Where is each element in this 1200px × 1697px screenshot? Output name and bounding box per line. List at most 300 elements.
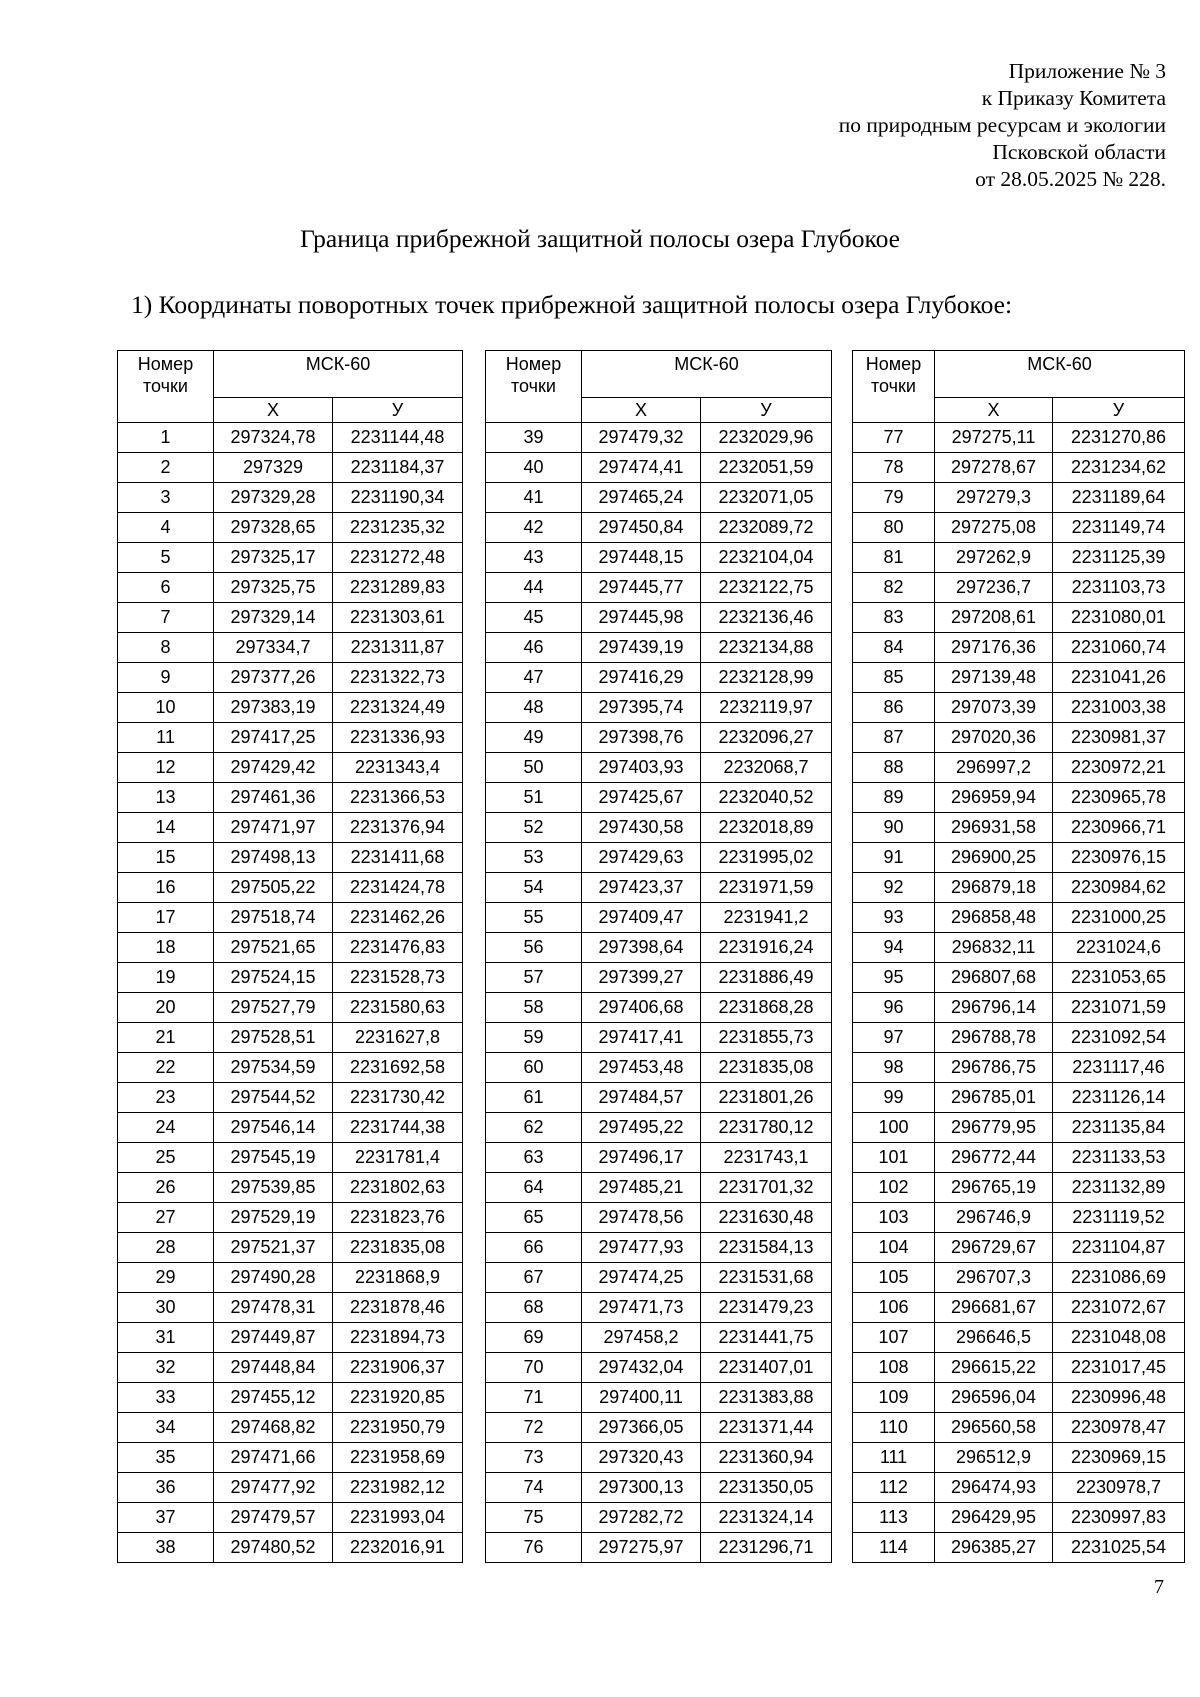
header-x: Х <box>935 398 1053 423</box>
point-number-cell: 101 <box>853 1143 935 1173</box>
header-point-number <box>853 351 935 423</box>
table-row <box>486 903 832 933</box>
y-coordinate-cell: 2231003,38 <box>1053 693 1185 723</box>
point-number-cell: 83 <box>853 603 935 633</box>
table-row <box>853 483 1185 513</box>
y-coordinate-cell: 2231189,64 <box>1053 483 1185 513</box>
point-number-cell: 47 <box>486 663 582 693</box>
y-coordinate-cell: 2231235,32 <box>333 513 463 543</box>
point-number-cell: 54 <box>486 873 582 903</box>
y-coordinate-cell: 2231270,86 <box>1053 423 1185 453</box>
x-coordinate-cell: 296788,78 <box>935 1023 1053 1053</box>
x-coordinate-cell: 297073,39 <box>935 693 1053 723</box>
y-coordinate-cell: 2232068,7 <box>701 753 832 783</box>
y-coordinate-cell: 2231104,87 <box>1053 1233 1185 1263</box>
table-row <box>118 633 463 663</box>
y-coordinate-cell: 2231476,83 <box>333 933 463 963</box>
point-number-cell: 30 <box>118 1293 214 1323</box>
table-row <box>486 723 832 753</box>
x-coordinate-cell: 296858,48 <box>935 903 1053 933</box>
y-coordinate-cell: 2231132,89 <box>1053 1173 1185 1203</box>
y-coordinate-cell: 2231048,08 <box>1053 1323 1185 1353</box>
y-coordinate-cell: 2230978,7 <box>1053 1473 1185 1503</box>
point-number-cell: 97 <box>853 1023 935 1053</box>
coordinates-table-3 <box>852 350 1185 1563</box>
table-row <box>853 1203 1185 1233</box>
table-row <box>853 543 1185 573</box>
table-row <box>853 1023 1185 1053</box>
point-number-cell: 56 <box>486 933 582 963</box>
point-number-cell: 105 <box>853 1263 935 1293</box>
x-coordinate-cell: 297490,28 <box>214 1263 333 1293</box>
point-number-cell: 1 <box>118 423 214 453</box>
appendix-line: Псковской области <box>992 140 1166 164</box>
table-row <box>853 1113 1185 1143</box>
y-coordinate-cell: 2232128,99 <box>701 663 832 693</box>
header-y: У <box>701 398 832 423</box>
y-coordinate-cell: 2230984,62 <box>1053 873 1185 903</box>
table-row <box>486 1473 832 1503</box>
table-row <box>118 1173 463 1203</box>
table-row <box>853 1173 1185 1203</box>
point-number-cell: 72 <box>486 1413 582 1443</box>
table-row <box>118 873 463 903</box>
point-number-cell: 20 <box>118 993 214 1023</box>
appendix-line: по природным ресурсам и экологии <box>838 113 1166 137</box>
x-coordinate-cell: 297020,36 <box>935 723 1053 753</box>
point-number-cell: 67 <box>486 1263 582 1293</box>
table-row <box>853 633 1185 663</box>
x-coordinate-cell: 297485,21 <box>582 1173 701 1203</box>
point-number-cell: 99 <box>853 1083 935 1113</box>
table-row <box>118 483 463 513</box>
x-coordinate-cell: 297471,66 <box>214 1443 333 1473</box>
y-coordinate-cell: 2231407,01 <box>701 1353 832 1383</box>
table-row <box>118 903 463 933</box>
point-number-cell: 78 <box>853 453 935 483</box>
point-number-cell: 25 <box>118 1143 214 1173</box>
point-number-cell: 95 <box>853 963 935 993</box>
y-coordinate-cell: 2230978,47 <box>1053 1413 1185 1443</box>
table-row <box>118 1083 463 1113</box>
header-coordinate-system: МСК-60 <box>214 351 463 398</box>
table-row <box>853 1353 1185 1383</box>
x-coordinate-cell: 297544,52 <box>214 1083 333 1113</box>
table-row <box>486 783 832 813</box>
x-coordinate-cell: 297429,42 <box>214 753 333 783</box>
point-number-cell: 40 <box>486 453 582 483</box>
x-coordinate-cell: 297458,2 <box>582 1323 701 1353</box>
y-coordinate-cell: 2231184,37 <box>333 453 463 483</box>
point-number-cell: 114 <box>853 1533 935 1563</box>
y-coordinate-cell: 2231424,78 <box>333 873 463 903</box>
point-number-cell: 49 <box>486 723 582 753</box>
point-number-cell: 26 <box>118 1173 214 1203</box>
x-coordinate-cell: 297139,48 <box>935 663 1053 693</box>
x-coordinate-cell: 296512,9 <box>935 1443 1053 1473</box>
x-coordinate-cell: 297479,32 <box>582 423 701 453</box>
y-coordinate-cell: 2231024,6 <box>1053 933 1185 963</box>
x-coordinate-cell: 297282,72 <box>582 1503 701 1533</box>
x-coordinate-cell: 297448,84 <box>214 1353 333 1383</box>
point-number-cell: 86 <box>853 693 935 723</box>
table-row <box>486 963 832 993</box>
point-number-cell: 98 <box>853 1053 935 1083</box>
x-coordinate-cell: 297406,68 <box>582 993 701 1023</box>
y-coordinate-cell: 2232136,46 <box>701 603 832 633</box>
y-coordinate-cell: 2231971,59 <box>701 873 832 903</box>
y-coordinate-cell: 2231995,02 <box>701 843 832 873</box>
y-coordinate-cell: 2231531,68 <box>701 1263 832 1293</box>
y-coordinate-cell: 2231343,4 <box>333 753 463 783</box>
point-number-cell: 111 <box>853 1443 935 1473</box>
table-row <box>486 1293 832 1323</box>
table-row <box>486 1053 832 1083</box>
x-coordinate-cell: 297545,19 <box>214 1143 333 1173</box>
x-coordinate-cell: 296385,27 <box>935 1533 1053 1563</box>
header-point-number <box>118 351 214 423</box>
point-number-cell: 18 <box>118 933 214 963</box>
table-row <box>118 1203 463 1233</box>
point-number-cell: 79 <box>853 483 935 513</box>
point-number-cell: 109 <box>853 1383 935 1413</box>
y-coordinate-cell: 2232119,97 <box>701 693 832 723</box>
y-coordinate-cell: 2231743,1 <box>701 1143 832 1173</box>
table-row <box>853 1293 1185 1323</box>
point-number-cell: 24 <box>118 1113 214 1143</box>
point-number-cell: 92 <box>853 873 935 903</box>
table-row <box>118 1113 463 1143</box>
table-row <box>486 663 832 693</box>
x-coordinate-cell: 297527,79 <box>214 993 333 1023</box>
y-coordinate-cell: 2231234,62 <box>1053 453 1185 483</box>
y-coordinate-cell: 2231630,48 <box>701 1203 832 1233</box>
y-coordinate-cell: 2231119,52 <box>1053 1203 1185 1233</box>
x-coordinate-cell: 297449,87 <box>214 1323 333 1353</box>
table-row <box>118 1503 463 1533</box>
point-number-cell: 73 <box>486 1443 582 1473</box>
x-coordinate-cell: 296707,3 <box>935 1263 1053 1293</box>
y-coordinate-cell: 2231441,75 <box>701 1323 832 1353</box>
point-number-cell: 71 <box>486 1383 582 1413</box>
x-coordinate-cell: 297403,93 <box>582 753 701 783</box>
point-number-cell: 107 <box>853 1323 935 1353</box>
header-y: У <box>333 398 463 423</box>
point-number-cell: 4 <box>118 513 214 543</box>
y-coordinate-cell: 2231627,8 <box>333 1023 463 1053</box>
x-coordinate-cell: 296765,19 <box>935 1173 1053 1203</box>
y-coordinate-cell: 2231336,93 <box>333 723 463 753</box>
x-coordinate-cell: 297325,17 <box>214 543 333 573</box>
table-row <box>118 1413 463 1443</box>
appendix-block <box>839 58 1166 193</box>
x-coordinate-cell: 297377,26 <box>214 663 333 693</box>
x-coordinate-cell: 297383,19 <box>214 693 333 723</box>
y-coordinate-cell: 2231982,12 <box>333 1473 463 1503</box>
point-number-cell: 106 <box>853 1293 935 1323</box>
point-number-cell: 33 <box>118 1383 214 1413</box>
table-row <box>118 663 463 693</box>
y-coordinate-cell: 2230996,48 <box>1053 1383 1185 1413</box>
y-coordinate-cell: 2231072,67 <box>1053 1293 1185 1323</box>
x-coordinate-cell: 297477,92 <box>214 1473 333 1503</box>
point-number-cell: 27 <box>118 1203 214 1233</box>
point-number-cell: 102 <box>853 1173 935 1203</box>
point-number-cell: 96 <box>853 993 935 1023</box>
x-coordinate-cell: 297236,7 <box>935 573 1053 603</box>
header-point-label: Номер <box>505 354 562 374</box>
point-number-cell: 50 <box>486 753 582 783</box>
x-coordinate-cell: 297329,28 <box>214 483 333 513</box>
x-coordinate-cell: 297300,13 <box>582 1473 701 1503</box>
x-coordinate-cell: 297546,14 <box>214 1113 333 1143</box>
y-coordinate-cell: 2232040,52 <box>701 783 832 813</box>
y-coordinate-cell: 2231835,08 <box>333 1233 463 1263</box>
point-number-cell: 93 <box>853 903 935 933</box>
y-coordinate-cell: 2231053,65 <box>1053 963 1185 993</box>
x-coordinate-cell: 296615,22 <box>935 1353 1053 1383</box>
x-coordinate-cell: 297324,78 <box>214 423 333 453</box>
page-number: 7 <box>1154 1576 1164 1598</box>
table-row <box>486 633 832 663</box>
y-coordinate-cell: 2231993,04 <box>333 1503 463 1533</box>
table-row <box>486 573 832 603</box>
y-coordinate-cell: 2231092,54 <box>1053 1023 1185 1053</box>
x-coordinate-cell: 297417,41 <box>582 1023 701 1053</box>
point-number-cell: 58 <box>486 993 582 1023</box>
table-row <box>118 1263 463 1293</box>
table-row <box>486 1353 832 1383</box>
y-coordinate-cell: 2231060,74 <box>1053 633 1185 663</box>
table-row <box>853 843 1185 873</box>
table-row <box>853 453 1185 483</box>
y-coordinate-cell: 2230966,71 <box>1053 813 1185 843</box>
table-row <box>486 933 832 963</box>
y-coordinate-cell: 2231878,46 <box>333 1293 463 1323</box>
point-number-cell: 14 <box>118 813 214 843</box>
header-point-number <box>486 351 582 423</box>
y-coordinate-cell: 2231272,48 <box>333 543 463 573</box>
table-row <box>118 783 463 813</box>
x-coordinate-cell: 297521,37 <box>214 1233 333 1263</box>
point-number-cell: 59 <box>486 1023 582 1053</box>
table-row <box>853 1443 1185 1473</box>
point-number-cell: 43 <box>486 543 582 573</box>
table-row <box>118 933 463 963</box>
x-coordinate-cell: 296785,01 <box>935 1083 1053 1113</box>
point-number-cell: 31 <box>118 1323 214 1353</box>
point-number-cell: 42 <box>486 513 582 543</box>
y-coordinate-cell: 2231855,73 <box>701 1023 832 1053</box>
header-coordinate-system: МСК-60 <box>582 351 832 398</box>
point-number-cell: 29 <box>118 1263 214 1293</box>
point-number-cell: 2 <box>118 453 214 483</box>
table-row <box>118 723 463 753</box>
table-row <box>853 1473 1185 1503</box>
header-x: Х <box>214 398 333 423</box>
y-coordinate-cell: 2231000,25 <box>1053 903 1185 933</box>
table-row <box>486 1173 832 1203</box>
y-coordinate-cell: 2231920,85 <box>333 1383 463 1413</box>
table-row <box>486 603 832 633</box>
y-coordinate-cell: 2231025,54 <box>1053 1533 1185 1563</box>
table-row <box>486 1383 832 1413</box>
point-number-cell: 62 <box>486 1113 582 1143</box>
y-coordinate-cell: 2231584,13 <box>701 1233 832 1263</box>
y-coordinate-cell: 2231303,61 <box>333 603 463 633</box>
y-coordinate-cell: 2231383,88 <box>701 1383 832 1413</box>
table-row <box>853 1143 1185 1173</box>
x-coordinate-cell: 297474,25 <box>582 1263 701 1293</box>
point-number-cell: 55 <box>486 903 582 933</box>
point-number-cell: 68 <box>486 1293 582 1323</box>
point-number-cell: 85 <box>853 663 935 693</box>
y-coordinate-cell: 2231350,05 <box>701 1473 832 1503</box>
coordinates-table-1 <box>117 350 463 1563</box>
y-coordinate-cell: 2232104,04 <box>701 543 832 573</box>
x-coordinate-cell: 296772,44 <box>935 1143 1053 1173</box>
point-number-cell: 80 <box>853 513 935 543</box>
table-row <box>486 1263 832 1293</box>
point-number-cell: 82 <box>853 573 935 603</box>
point-number-cell: 91 <box>853 843 935 873</box>
point-number-cell: 81 <box>853 543 935 573</box>
table-row <box>853 1053 1185 1083</box>
point-number-cell: 69 <box>486 1323 582 1353</box>
table-row <box>118 753 463 783</box>
x-coordinate-cell: 297399,27 <box>582 963 701 993</box>
y-coordinate-cell: 2231071,59 <box>1053 993 1185 1023</box>
point-number-cell: 44 <box>486 573 582 603</box>
point-number-cell: 52 <box>486 813 582 843</box>
x-coordinate-cell: 297521,65 <box>214 933 333 963</box>
x-coordinate-cell: 297432,04 <box>582 1353 701 1383</box>
point-number-cell: 15 <box>118 843 214 873</box>
table-row <box>486 1203 832 1233</box>
x-coordinate-cell: 297275,08 <box>935 513 1053 543</box>
y-coordinate-cell: 2232071,05 <box>701 483 832 513</box>
y-coordinate-cell: 2231133,53 <box>1053 1143 1185 1173</box>
x-coordinate-cell: 297471,97 <box>214 813 333 843</box>
x-coordinate-cell: 297528,51 <box>214 1023 333 1053</box>
point-number-cell: 6 <box>118 573 214 603</box>
coordinates-table-2 <box>485 350 832 1563</box>
table-row <box>853 783 1185 813</box>
x-coordinate-cell: 297524,15 <box>214 963 333 993</box>
table-row <box>486 693 832 723</box>
y-coordinate-cell: 2231017,45 <box>1053 1353 1185 1383</box>
point-number-cell: 48 <box>486 693 582 723</box>
table-row <box>853 1533 1185 1563</box>
y-coordinate-cell: 2231125,39 <box>1053 543 1185 573</box>
y-coordinate-cell: 2230981,37 <box>1053 723 1185 753</box>
x-coordinate-cell: 297176,36 <box>935 633 1053 663</box>
header-x: Х <box>582 398 701 423</box>
y-coordinate-cell: 2231086,69 <box>1053 1263 1185 1293</box>
point-number-cell: 75 <box>486 1503 582 1533</box>
x-coordinate-cell: 297366,05 <box>582 1413 701 1443</box>
point-number-cell: 19 <box>118 963 214 993</box>
point-number-cell: 113 <box>853 1503 935 1533</box>
x-coordinate-cell: 297539,85 <box>214 1173 333 1203</box>
y-coordinate-cell: 2231823,76 <box>333 1203 463 1233</box>
y-coordinate-cell: 2231366,53 <box>333 783 463 813</box>
table-row <box>486 813 832 843</box>
y-coordinate-cell: 2230976,15 <box>1053 843 1185 873</box>
x-coordinate-cell: 296786,75 <box>935 1053 1053 1083</box>
x-coordinate-cell: 297478,56 <box>582 1203 701 1233</box>
table-row <box>118 1533 463 1563</box>
point-number-cell: 39 <box>486 423 582 453</box>
table-row <box>486 1083 832 1113</box>
table-row <box>118 453 463 483</box>
x-coordinate-cell: 297328,65 <box>214 513 333 543</box>
point-number-cell: 63 <box>486 1143 582 1173</box>
point-number-cell: 45 <box>486 603 582 633</box>
table-row <box>853 663 1185 693</box>
y-coordinate-cell: 2231324,14 <box>701 1503 832 1533</box>
table-row <box>486 1233 832 1263</box>
point-number-cell: 8 <box>118 633 214 663</box>
y-coordinate-cell: 2232096,27 <box>701 723 832 753</box>
point-number-cell: 104 <box>853 1233 935 1263</box>
x-coordinate-cell: 297430,58 <box>582 813 701 843</box>
x-coordinate-cell: 296779,95 <box>935 1113 1053 1143</box>
y-coordinate-cell: 2231324,49 <box>333 693 463 723</box>
x-coordinate-cell: 296900,25 <box>935 843 1053 873</box>
y-coordinate-cell: 2231080,01 <box>1053 603 1185 633</box>
point-number-cell: 60 <box>486 1053 582 1083</box>
table-row <box>486 513 832 543</box>
y-coordinate-cell: 2232051,59 <box>701 453 832 483</box>
y-coordinate-cell: 2231103,73 <box>1053 573 1185 603</box>
table-row <box>853 1413 1185 1443</box>
x-coordinate-cell: 296807,68 <box>935 963 1053 993</box>
point-number-cell: 38 <box>118 1533 214 1563</box>
y-coordinate-cell: 2231190,34 <box>333 483 463 513</box>
x-coordinate-cell: 297417,25 <box>214 723 333 753</box>
point-number-cell: 77 <box>853 423 935 453</box>
point-number-cell: 76 <box>486 1533 582 1563</box>
point-number-cell: 7 <box>118 603 214 633</box>
y-coordinate-cell: 2231701,32 <box>701 1173 832 1203</box>
point-number-cell: 5 <box>118 543 214 573</box>
point-number-cell: 61 <box>486 1083 582 1113</box>
x-coordinate-cell: 296832,11 <box>935 933 1053 963</box>
appendix-line: к Приказу Комитета <box>981 86 1166 110</box>
table-row <box>486 1413 832 1443</box>
table-row <box>853 1083 1185 1113</box>
table-row <box>486 453 832 483</box>
x-coordinate-cell: 297498,13 <box>214 843 333 873</box>
y-coordinate-cell: 2231894,73 <box>333 1323 463 1353</box>
y-coordinate-cell: 2230969,15 <box>1053 1443 1185 1473</box>
table-row <box>118 813 463 843</box>
x-coordinate-cell: 297398,76 <box>582 723 701 753</box>
x-coordinate-cell: 297429,63 <box>582 843 701 873</box>
appendix-line: Приложение № 3 <box>1008 59 1166 83</box>
table-row <box>118 1053 463 1083</box>
x-coordinate-cell: 297208,61 <box>935 603 1053 633</box>
point-number-cell: 37 <box>118 1503 214 1533</box>
table-row <box>118 1473 463 1503</box>
x-coordinate-cell: 297468,82 <box>214 1413 333 1443</box>
table-row <box>853 903 1185 933</box>
point-number-cell: 36 <box>118 1473 214 1503</box>
table-row <box>118 693 463 723</box>
x-coordinate-cell: 297445,77 <box>582 573 701 603</box>
point-number-cell: 57 <box>486 963 582 993</box>
